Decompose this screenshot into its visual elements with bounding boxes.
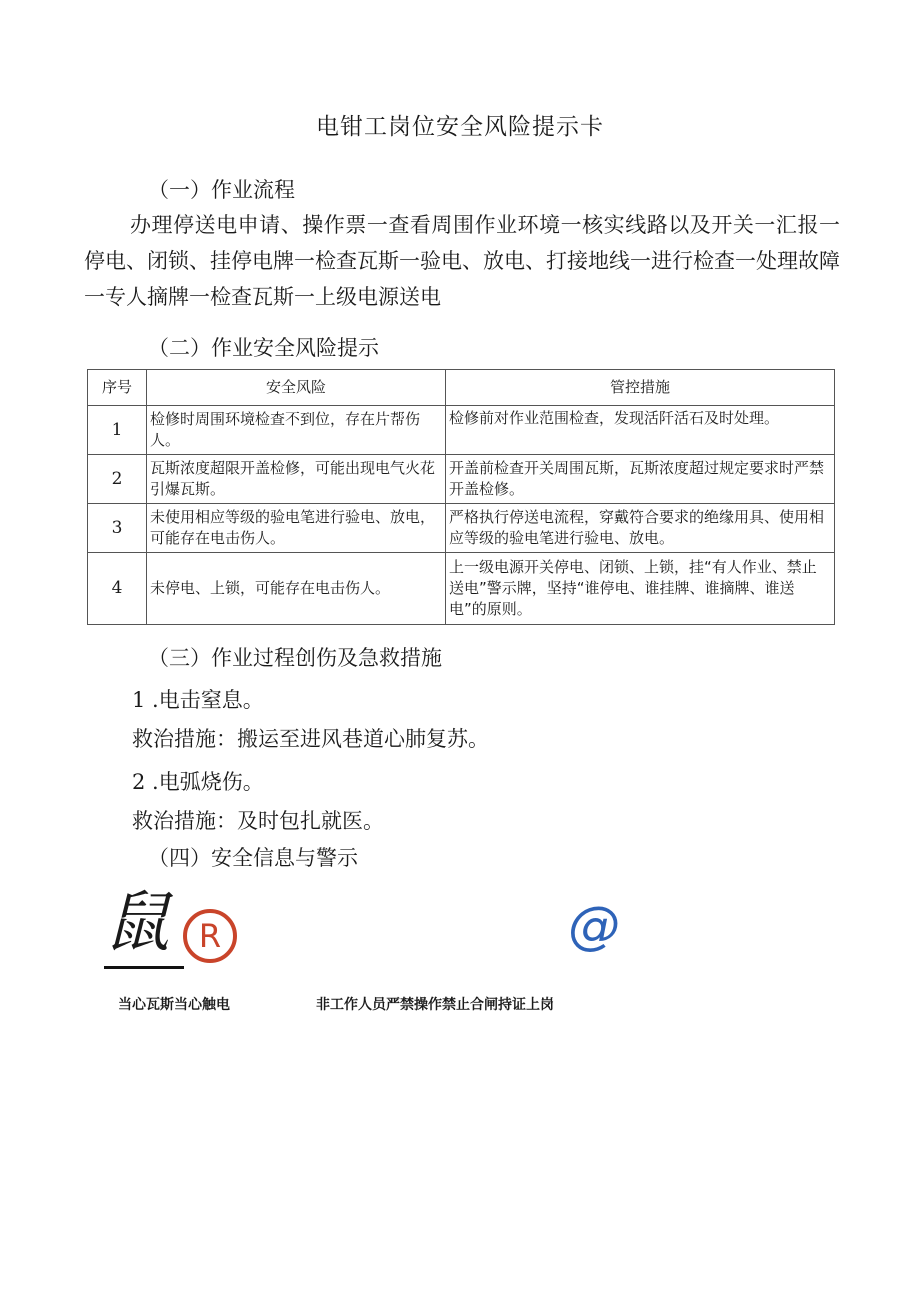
row-control: 检修前对作业范围检查，发现活阡活石及时处理。 [446,406,835,455]
row-risk: 未使用相应等级的验电笔进行验电、放电，可能存在电击伤人。 [147,504,446,553]
workflow-text: 办理停送电申请、操作票一查看周围作业环境一核实线路以及开关一汇报一停电、闭锁、挂停电牌一检查瓦斯一验电、放电、打接地线一进行检查一处理故障一专人摘牌一检查瓦斯一上级电源送电 [84,213,840,309]
header-num: 序号 [88,370,147,406]
mouse-logo-icon [104,884,170,961]
row-risk: 瓦斯浓度超限开盖检修，可能出现电气火花引爆瓦斯。 [147,455,446,504]
table-header-row [88,370,835,406]
section-heading-risks: （二）作业安全风险提示 [148,336,379,360]
row-num: 3 [88,504,147,553]
warning-caption-left: 当心瓦斯当心触电 [118,997,230,1013]
table-row [88,455,835,504]
row-num: 2 [88,455,147,504]
section-heading-workflow: （一）作业流程 [148,178,295,202]
mouse-glyph: 鼠 [104,884,170,961]
row-control: 开盖前检查开关周围瓦斯，瓦斯浓度超过规定要求时严禁开盖检修。 [446,455,835,504]
row-num: 1 [88,406,147,455]
at-sign-icon: @ [568,896,620,956]
table-row [88,406,835,455]
first-aid-item-label: 1 .电击窒息。 [132,688,264,712]
page-title: 电钳工岗位安全风险提示卡 [316,114,604,140]
warning-caption-right: 非工作人员严禁操作禁止合闸持证上岗 [316,997,554,1013]
first-aid-item-measure: 救治措施：及时包扎就医。 [132,809,384,833]
row-risk: 未停电、上锁，可能存在电击伤人。 [147,553,446,625]
first-aid-item-label: 2 .电弧烧伤。 [132,770,264,794]
section-heading-warnings: （四）安全信息与警示 [148,846,358,870]
row-control: 上一级电源开关停电、闭锁、上锁，挂“有人作业、禁止送电”警示牌，坚持“谁停电、谁挂牌、谁摘牌、谁送电”的原则。 [446,553,835,625]
registered-mark-icon: R [183,909,237,963]
row-risk: 检修时周围环境检查不到位，存在片帮伤人。 [147,406,446,455]
row-num: 4 [88,553,147,625]
first-aid-item-measure: 救治措施：搬运至进风巷道心肺复苏。 [132,727,489,751]
section-heading-first-aid: （三）作业过程创伤及急救措施 [148,646,442,670]
header-risk: 安全风险 [147,370,446,406]
risk-table [87,369,835,625]
header-control: 管控措施 [446,370,835,406]
row-control: 严格执行停送电流程，穿戴符合要求的绝缘用具、使用相应等级的验电笔进行验电、放电。 [446,504,835,553]
table-row [88,553,835,625]
table-row [88,504,835,553]
logo-underline [104,966,184,969]
